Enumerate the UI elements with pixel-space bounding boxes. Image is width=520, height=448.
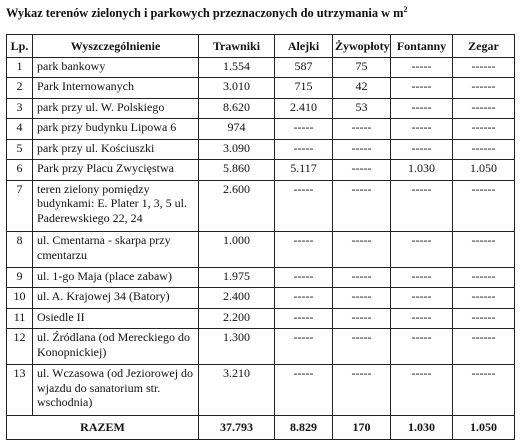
cell-zegar: ------ (453, 329, 515, 365)
cell-zywoploty: ----- (333, 288, 391, 308)
cell-fontanny: ----- (391, 58, 453, 78)
header-lp: Lp. (7, 35, 33, 58)
cell-trawniki: 2.400 (199, 288, 275, 308)
cell-zegar: 1.050 (453, 160, 515, 180)
table-row (7, 180, 515, 231)
cell-alejki: ----- (275, 267, 333, 287)
cell-zywoploty: ----- (333, 180, 391, 231)
header-trawniki: Trawniki (199, 35, 275, 58)
cell-zegar: ------ (453, 119, 515, 139)
table-row (7, 58, 515, 78)
header-zywoploty: Żywopłoty (333, 35, 391, 58)
cell-name: ul. A. Krajowej 34 (Batory) (33, 288, 199, 308)
header-row (7, 35, 515, 58)
cell-zegar: ------ (453, 308, 515, 328)
title-superscript: 2 (403, 4, 408, 14)
cell-lp: 12 (7, 329, 33, 365)
cell-lp: 10 (7, 288, 33, 308)
cell-fontanny: ----- (391, 180, 453, 231)
cell-alejki: 587 (275, 58, 333, 78)
document-title (6, 6, 516, 26)
cell-alejki: 715 (275, 78, 333, 98)
cell-zegar: ------ (453, 232, 515, 268)
cell-alejki: ----- (275, 119, 333, 139)
cell-alejki: 5.117 (275, 160, 333, 180)
cell-fontanny: ----- (391, 329, 453, 365)
table-row (7, 267, 515, 287)
cell-lp: 9 (7, 267, 33, 287)
cell-alejki: ----- (275, 139, 333, 159)
cell-trawniki: 1.975 (199, 267, 275, 287)
cell-name: park przy budynku Lipowa 6 (33, 119, 199, 139)
total-label: RAZEM (7, 416, 199, 440)
cell-zywoploty: ----- (333, 365, 391, 416)
cell-zywoploty: ----- (333, 232, 391, 268)
cell-lp: 4 (7, 119, 33, 139)
cell-trawniki: 974 (199, 119, 275, 139)
cell-zywoploty: ----- (333, 308, 391, 328)
cell-fontanny: ----- (391, 365, 453, 416)
cell-alejki: ----- (275, 232, 333, 268)
table-row (7, 160, 515, 180)
header-fontanny: Fontanny (391, 35, 453, 58)
cell-zegar: ------ (453, 58, 515, 78)
cell-lp: 7 (7, 180, 33, 231)
total-alejki: 8.829 (275, 416, 333, 440)
cell-zywoploty: 42 (333, 78, 391, 98)
cell-zegar: ------ (453, 267, 515, 287)
cell-name: Park przy Placu Zwycięstwa (33, 160, 199, 180)
table-row (7, 308, 515, 328)
cell-zywoploty: 53 (333, 98, 391, 118)
cell-trawniki: 8.620 (199, 98, 275, 118)
cell-fontanny: ----- (391, 98, 453, 118)
cell-fontanny: 1.030 (391, 160, 453, 180)
cell-lp: 5 (7, 139, 33, 159)
cell-fontanny: ----- (391, 119, 453, 139)
table-row (7, 365, 515, 416)
cell-name: Park Internowanych (33, 78, 199, 98)
cell-zegar: ------ (453, 180, 515, 231)
total-trawniki: 37.793 (199, 416, 275, 440)
table-row (7, 119, 515, 139)
cell-zegar: ------ (453, 139, 515, 159)
header-zegar: Zegar (453, 35, 515, 58)
cell-lp: 6 (7, 160, 33, 180)
table-row (7, 78, 515, 98)
cell-fontanny: ----- (391, 267, 453, 287)
header-name: Wyszczególnienie (33, 35, 199, 58)
cell-name: ul. Wczasowa (od Jeziorowej do wjazdu do sanatorium str. wschodnia) (33, 365, 199, 416)
cell-fontanny: ----- (391, 78, 453, 98)
cell-lp: 8 (7, 232, 33, 268)
cell-name: park przy ul. Kościuszki (33, 139, 199, 159)
cell-trawniki: 1.554 (199, 58, 275, 78)
cell-name: ul. Źródlana (od Mereckiego do Konopnickiej) (33, 329, 199, 365)
title-text: Wykaz terenów zielonych i parkowych przeznaczonych do utrzymania w m (6, 6, 404, 20)
cell-zegar: ------ (453, 288, 515, 308)
cell-name: park bankowy (33, 58, 199, 78)
cell-alejki: ----- (275, 180, 333, 231)
cell-alejki: ----- (275, 329, 333, 365)
cell-lp: 2 (7, 78, 33, 98)
cell-lp: 11 (7, 308, 33, 328)
total-zegar: 1.050 (453, 416, 515, 440)
cell-trawniki: 1.300 (199, 329, 275, 365)
cell-fontanny: ----- (391, 139, 453, 159)
table-row (7, 288, 515, 308)
cell-zywoploty: 75 (333, 58, 391, 78)
cell-zywoploty: ----- (333, 139, 391, 159)
cell-alejki: ----- (275, 308, 333, 328)
cell-zywoploty: ----- (333, 119, 391, 139)
cell-zywoploty: ----- (333, 160, 391, 180)
cell-alejki: ----- (275, 365, 333, 416)
cell-trawniki: 1.000 (199, 232, 275, 268)
cell-trawniki: 2.600 (199, 180, 275, 231)
header-alejki: Alejki (275, 35, 333, 58)
cell-lp: 3 (7, 98, 33, 118)
cell-trawniki: 3.210 (199, 365, 275, 416)
cell-fontanny: ----- (391, 308, 453, 328)
cell-zegar: ------ (453, 365, 515, 416)
cell-lp: 13 (7, 365, 33, 416)
cell-fontanny: ----- (391, 232, 453, 268)
cell-trawniki: 3.010 (199, 78, 275, 98)
table-row (7, 139, 515, 159)
table-row (7, 232, 515, 268)
table-row (7, 329, 515, 365)
cell-fontanny: ----- (391, 288, 453, 308)
cell-name: teren zielony pomiędzy budynkami: E. Plater 1, 3, 5 ul. Paderewskiego 22, 24 (33, 180, 199, 231)
cell-zegar: ------ (453, 98, 515, 118)
table-row (7, 98, 515, 118)
cell-name: ul. 1-go Maja (place zabaw) (33, 267, 199, 287)
cell-name: Osiedle II (33, 308, 199, 328)
green-areas-table (6, 34, 515, 440)
cell-alejki: 2.410 (275, 98, 333, 118)
total-row (7, 416, 515, 440)
cell-zywoploty: ----- (333, 329, 391, 365)
cell-name: ul. Cmentarna - skarpa przy cmentarzu (33, 232, 199, 268)
cell-zegar: ------ (453, 78, 515, 98)
total-fontanny: 1.030 (391, 416, 453, 440)
cell-zywoploty: ----- (333, 267, 391, 287)
cell-lp: 1 (7, 58, 33, 78)
total-zywoploty: 170 (333, 416, 391, 440)
cell-trawniki: 3.090 (199, 139, 275, 159)
cell-alejki: ----- (275, 288, 333, 308)
cell-trawniki: 5.860 (199, 160, 275, 180)
cell-trawniki: 2.200 (199, 308, 275, 328)
cell-name: park przy ul. W. Polskiego (33, 98, 199, 118)
